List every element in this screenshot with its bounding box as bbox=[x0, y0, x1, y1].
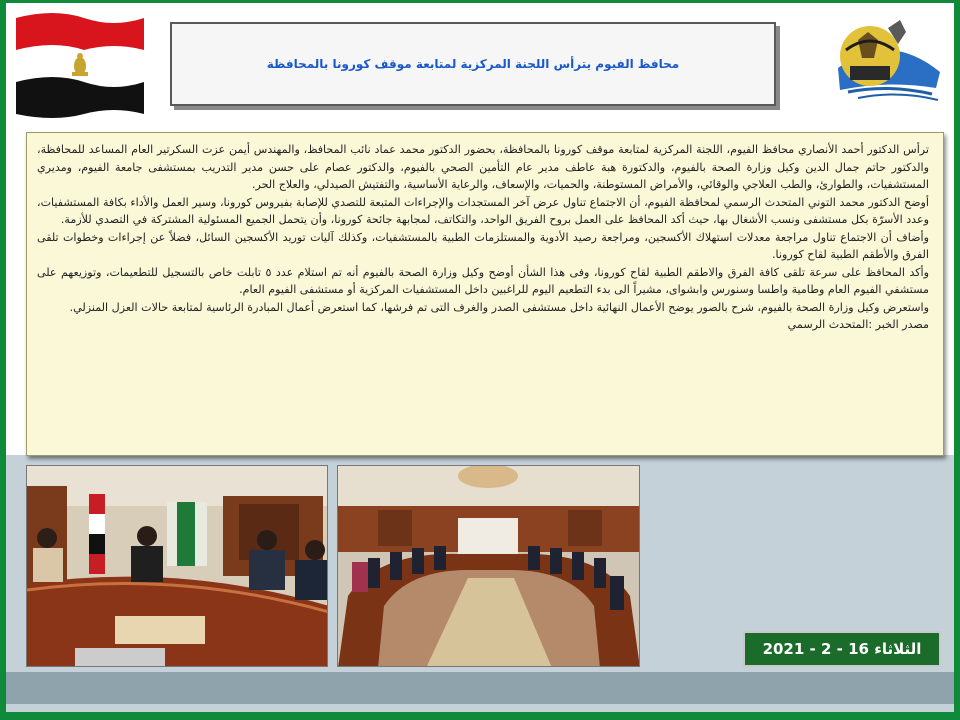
article-paragraph: ترأس الدكتور أحمد الأنصاري محافظ الفيوم، اللجنة المركزية لمتابعة موقف كورونا بالمحافظة، بحضور الدكتور محمد عماد نائب المحافظ، والمهندس أيمن عزت السكرتير العام المساعد للمحافظة، والدكتور حاتم جمال الدين وكيل وزارة الصحة بالفيوم، والدكتورة هبة عاطف مدير عام التأمين الصحي بالفيوم، والدكتور عصام على حسن مدير التدريب بمستشفى جامعة الفيوم، ومديري المستشفيات، والطوارئ، والطب العلاجي والوقائي، والأمراض المستوطنة، والحميات، والإسعاف، والرعاية الأساسية، والتفتيش الصيدلي، والعلاج الحر. bbox=[37, 143, 929, 191]
article-paragraph: وأضاف أن الاجتماع تناول مراجعة معدلات استهلاك الأكسجين، ومراجعة رصيد الأدوية والمستلزمات الطبية بالمستشفيات، وكذلك آليات توريد الأكسجين السائل، فضلاً عن إجراءات وخطوات تلقى الفرق والأطقم الطبية لقاح كورونا. bbox=[37, 230, 929, 261]
article-paragraph: واستعرض وكيل وزارة الصحة بالفيوم، شرح بالصور يوضح الأعمال النهائية داخل مستشفى الصدر والغرف التى تم فرشها، كما استعرض أعمال المبادرة الرئاسية لمتابعة حالات العزل المنزلي. bbox=[69, 300, 929, 314]
title-box bbox=[170, 22, 776, 106]
article-box bbox=[26, 132, 944, 456]
date-label: الثلاثاء 16 - 2 - 2021 bbox=[762, 640, 922, 658]
egypt-flag-icon bbox=[14, 12, 146, 120]
article-text bbox=[37, 141, 929, 334]
page-title: محافظ الفيوم يترأس اللجنة المركزية لمتابعة موقف كورونا بالمحافظة bbox=[266, 57, 680, 71]
meeting-photo-closeup bbox=[26, 465, 328, 667]
frame-right bbox=[954, 0, 960, 720]
article-paragraph: وأكد المحافظ على سرعة تلقى كافة الفرق والاطقم الطبية لقاح كورونا، وفى هذا الشأن أوضح وكيل وزارة الصحة بالفيوم أنه تم استلام عدد ٥ تابلت خاص بالتسجيل للتطعيمات، وتوزيعهم على مستشفي الفيوم العام وطامية واطسا وسنورس وابشواى، مشيراً الى بدء التطعيم اليوم للراغبين داخل المستشفيات المركزية أو مستشفى الفيوم العام. bbox=[37, 265, 929, 296]
bottom-bar bbox=[6, 672, 954, 704]
frame-top bbox=[0, 0, 960, 3]
meeting-photo-wide bbox=[337, 465, 640, 667]
article-source: مصدر الخبر :المتحدث الرسمي bbox=[787, 318, 929, 331]
fayoum-governorate-logo bbox=[828, 10, 946, 114]
date-badge bbox=[743, 631, 941, 667]
article-paragraph: أوضح الدكتور محمد التوني المتحدث الرسمي لمحافظة الفيوم، أن الاجتماع تناول عرض آخر المستجدات والإجراءات المتبعة للتصدي للإصابة بفيروس كورونا، وسير العمل والأداء بكافة المستشفيات، وعدد الأسرّة بكل مستشفى ونسب الأشغال بها، حيث أكد المحافظ على العمل بروح الفريق الواحد، والتكاتف، لمجابهة جائحة كورونا، وأن يتحمل الجميع المسئولية المشتركة في التصدي للأزمة. bbox=[37, 195, 929, 226]
frame-bottom bbox=[0, 712, 960, 720]
